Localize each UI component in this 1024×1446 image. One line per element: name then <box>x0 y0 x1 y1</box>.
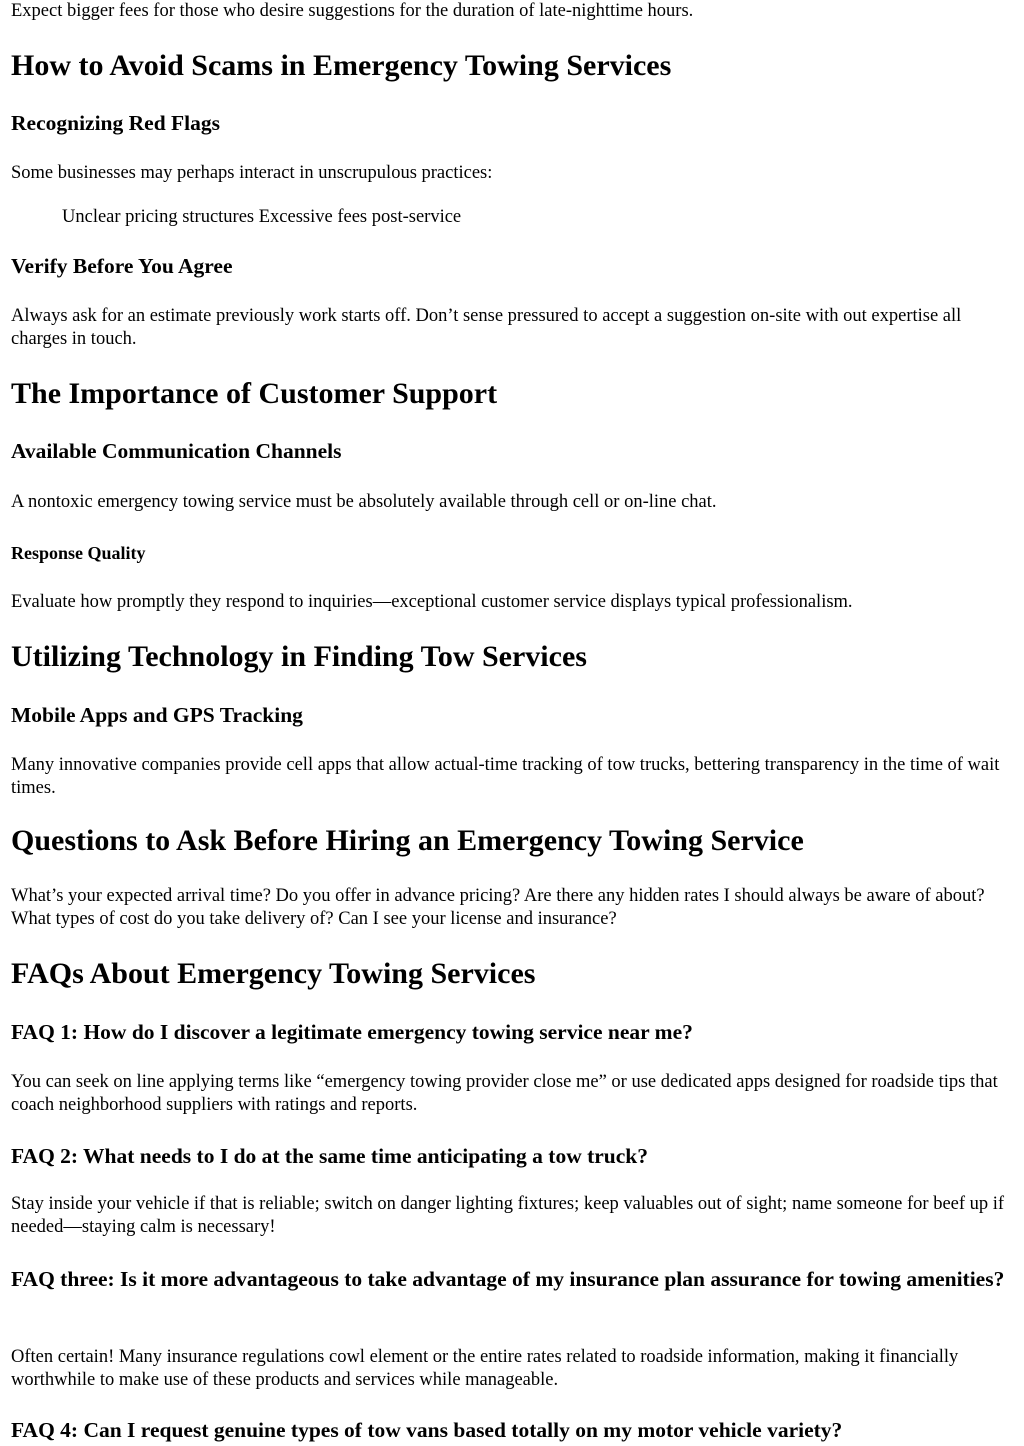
red-flags-list: Unclear pricing structures Excessive fees post-service <box>62 207 462 227</box>
support-heading: The Importance of Customer Support <box>11 377 498 410</box>
faq-4-question: FAQ 4: Can I request genuine types of tow vans based totally on my motor vehicle variety? <box>11 1418 843 1442</box>
channels-heading: Available Communication Channels <box>11 439 342 463</box>
mobile-apps-heading: Mobile Apps and GPS Tracking <box>11 703 303 727</box>
response-quality-heading: Response Quality <box>11 543 146 563</box>
faqs-heading: FAQs About Emergency Towing Services <box>11 957 536 990</box>
scams-heading: How to Avoid Scams in Emergency Towing Services <box>11 49 672 82</box>
questions-paragraph: What’s your expected arrival time? Do you offer in advance pricing? Are there any hidden rates I should always be aware of about? What types of cost do you take delivery of? Can I see your license and insurance? <box>11 886 985 929</box>
red-flags-heading: Recognizing Red Flags <box>11 111 221 135</box>
faq-3-question: FAQ three: Is it more advantageous to take advantage of my insurance plan assurance for towing amenities? <box>11 1267 1005 1291</box>
verify-paragraph: Always ask for an estimate previously work starts off. Don’t sense pressured to accept a suggestion on-site with out expertise all charges in touch. <box>11 306 962 349</box>
channels-paragraph: A nontoxic emergency towing service must be absolutely available through cell or on-line chat. <box>11 492 717 512</box>
response-quality-paragraph: Evaluate how promptly they respond to inquiries—exceptional customer service displays typical professionalism. <box>11 592 853 612</box>
faq-1-answer: You can seek on line applying terms like “emergency towing provider close me” or use dedicated apps designed for roadside tips that coach neighborhood suppliers with ratings and reports. <box>11 1072 998 1115</box>
intro-paragraph: Expect bigger fees for those who desire suggestions for the duration of late-nighttime hours. <box>11 1 694 21</box>
verify-heading: Verify Before You Agree <box>11 254 233 278</box>
mobile-apps-paragraph: Many innovative companies provide cell apps that allow actual-time tracking of tow trucks, bettering transparency in the time of wait times. <box>11 755 1000 798</box>
faq-3-answer: Often certain! Many insurance regulations cowl element or the entire rates related to roadside information, making it financially worthwhile to make use of these products and services while manageable. <box>11 1347 959 1390</box>
technology-heading: Utilizing Technology in Finding Tow Services <box>11 640 587 673</box>
questions-heading: Questions to Ask Before Hiring an Emergency Towing Service <box>11 824 804 857</box>
red-flags-paragraph: Some businesses may perhaps interact in unscrupulous practices: <box>11 163 493 183</box>
faq-2-question: FAQ 2: What needs to I do at the same time anticipating a tow truck? <box>11 1144 649 1168</box>
faq-2-answer: Stay inside your vehicle if that is reliable; switch on danger lighting fixtures; keep valuables out of sight; name someone for beef up if needed—staying calm is necessary! <box>11 1194 1005 1237</box>
faq-1-question: FAQ 1: How do I discover a legitimate emergency towing service near me? <box>11 1020 693 1044</box>
